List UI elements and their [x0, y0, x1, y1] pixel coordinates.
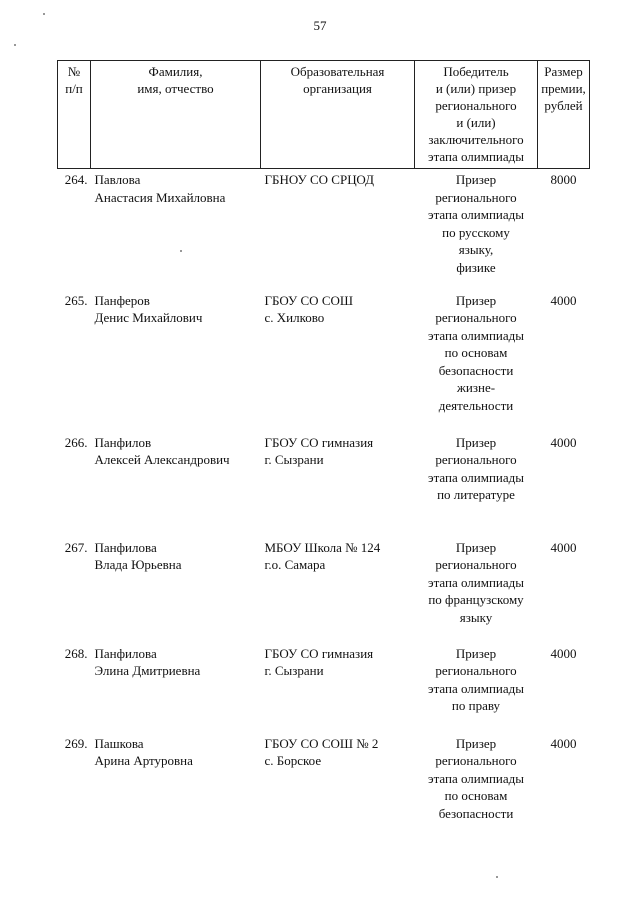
row-number: 264.: [64, 172, 88, 187]
row-number: 268.: [64, 645, 88, 661]
header-name: Фамилия, имя, отчество: [91, 61, 261, 169]
scan-speck: [43, 13, 45, 15]
header-prize: Размер премии, рублей: [538, 61, 590, 169]
row-number: 265.: [64, 292, 88, 308]
prize-amount: 4000: [550, 735, 577, 751]
olympiad-status: Призер регионального этапа олимпиады по праву: [427, 645, 525, 714]
table-row: [58, 537, 590, 643]
table-row: [58, 290, 590, 432]
prize-amount: 8000: [550, 172, 577, 187]
olympiad-status: Призер регионального этапа олимпиады по основам безопасности жизне- деятельности: [427, 292, 525, 414]
prize-amount: 4000: [550, 434, 577, 450]
prize-amount: 4000: [550, 539, 577, 555]
row-number: 267.: [64, 539, 88, 555]
organization: ГБНОУ СО СРЦОД: [264, 172, 375, 187]
student-name: Панфилов Алексей Александрович: [94, 434, 230, 468]
student-name: Панферов Денис Михайлович: [94, 292, 203, 326]
organization: ГБОУ СО СОШ с. Хилково: [264, 292, 353, 326]
header-org: Образовательная организация: [261, 61, 415, 169]
olympiad-status: Призер регионального этапа олимпиады по литературе: [427, 434, 525, 503]
prize-amount: 4000: [550, 292, 577, 308]
header-row: [58, 61, 590, 169]
awards-table: [57, 60, 590, 833]
row-number: 266.: [64, 434, 88, 450]
organization: ГБОУ СО гимназия г. Сызрани: [264, 434, 374, 468]
olympiad-status: Призер регионального этапа олимпиады по основам безопасности: [427, 735, 525, 821]
scan-speck: [496, 876, 498, 878]
organization: МБОУ Школа № 124 г.о. Самара: [264, 539, 381, 573]
row-number: 269.: [64, 735, 88, 751]
table-row: [58, 643, 590, 733]
olympiad-status: Призер регионального этапа олимпиады по французскому языку: [427, 539, 525, 625]
table-row: [58, 432, 590, 537]
scan-speck: [14, 44, 16, 46]
prize-amount: 4000: [550, 645, 577, 661]
table-row: [58, 733, 590, 833]
table-row: [58, 169, 590, 290]
organization: ГБОУ СО гимназия г. Сызрани: [264, 645, 374, 679]
student-name: Пашкова Арина Артуровна: [94, 735, 193, 769]
student-name: Павлова Анастасия Михайловна: [94, 172, 226, 205]
student-name: Панфилова Влада Юрьевна: [94, 539, 182, 573]
student-name: Панфилова Элина Дмитриевна: [94, 645, 201, 679]
page-number: 57: [313, 18, 327, 33]
header-status: Победитель и (или) призер регионального и (или) заключительного этапа олимпиады: [415, 61, 538, 169]
header-num: № п/п: [58, 61, 91, 169]
olympiad-status: Призер регионального этапа олимпиады по русскому языку, физике: [427, 172, 525, 275]
organization: ГБОУ СО СОШ № 2 с. Борское: [264, 735, 379, 769]
